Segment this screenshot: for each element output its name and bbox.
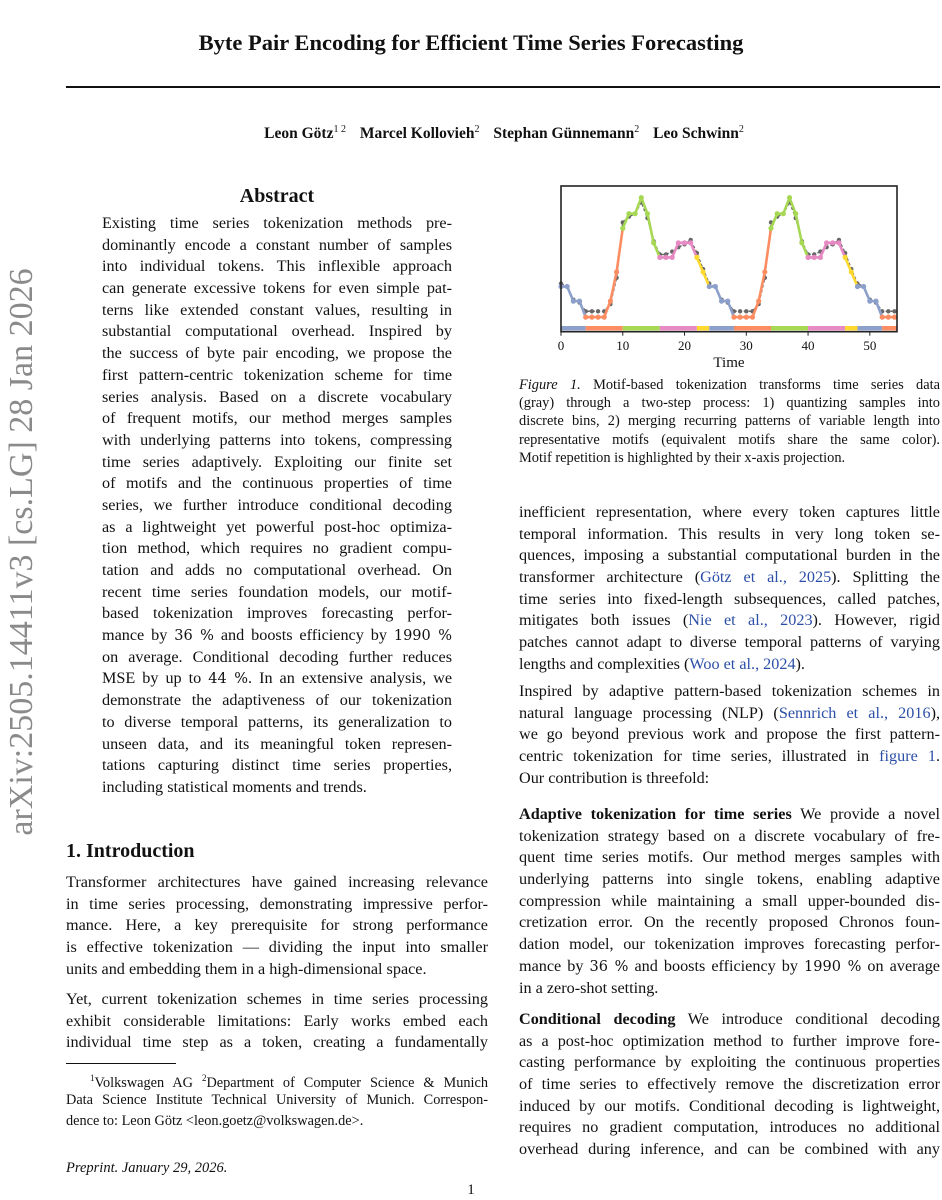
text-line	[66, 1111, 488, 1133]
motif-point	[756, 299, 761, 304]
text-line	[519, 1117, 940, 1139]
math-value: 1990 %	[804, 958, 862, 975]
title-rule	[66, 86, 940, 88]
citation-link[interactable]: Götz et al., 2025	[700, 568, 832, 587]
text-line	[519, 956, 940, 978]
x-tick-label: 10	[616, 338, 630, 353]
text-run: tations capturing distinct time series properties,	[102, 756, 452, 775]
text-run: overhead during inference, and can be combined with any	[519, 1140, 940, 1159]
citation-link[interactable]: Sennrich et al., 2016	[778, 703, 931, 722]
motif-point	[608, 299, 613, 304]
text-line	[66, 915, 488, 937]
motif-point	[639, 195, 644, 200]
run-in-heading: Adaptive tokenization for time series	[519, 805, 792, 823]
text-line	[102, 690, 452, 712]
author	[493, 125, 639, 142]
intro-paragraph-2	[66, 989, 488, 1054]
text-run: tokenization strategy based on a discrete vocabulary of fre-	[519, 826, 940, 845]
motif-point	[762, 269, 767, 274]
motif-projection-bar	[660, 326, 697, 331]
motif-point	[812, 255, 817, 260]
text-line	[102, 777, 452, 799]
text-line	[519, 1096, 940, 1118]
motif-point	[824, 240, 829, 245]
text-run: induced by our motifs. Conditional decoding is lightweight,	[519, 1096, 940, 1115]
motif-projection-bar	[561, 326, 586, 331]
text-run: dation model, our tokenization improves forecasting perfor-	[519, 935, 940, 954]
text-run: Motif-based tokenization transforms time series data	[580, 377, 940, 393]
text-line	[519, 524, 940, 546]
math-value: 36 %	[174, 628, 214, 645]
text-run: lengths and complexities (	[519, 654, 690, 673]
author	[360, 125, 480, 142]
text-line	[519, 610, 940, 632]
citation-link[interactable]: Woo et al., 2024	[689, 654, 796, 673]
motif-point	[731, 315, 736, 320]
text-line	[102, 668, 452, 690]
text-run: Transformer architectures have gained increasing relevance	[66, 873, 488, 891]
text-line	[66, 1032, 488, 1054]
author-list	[0, 124, 942, 143]
text-run: the success of byte pair encoding, we propose the	[102, 344, 452, 363]
motif-projection-bar	[857, 326, 882, 331]
paper-title: Byte Pair Encoding for Efficient Time Series Forecasting	[198, 30, 744, 55]
math-value: 44 %	[208, 671, 249, 688]
text-run: and boosts efficiency by	[213, 626, 394, 645]
text-line	[102, 235, 452, 257]
motif-point	[595, 315, 600, 320]
contribution-conditional-decoding	[519, 1009, 940, 1161]
motif-point	[645, 211, 650, 216]
motif-projection-bar	[882, 326, 897, 331]
text-line	[519, 724, 940, 746]
author-affiliation: 2	[474, 124, 480, 135]
motif-point	[880, 315, 885, 320]
text-run: quences, imposing a substantial computational burden in the	[519, 546, 940, 565]
motif-point	[707, 284, 712, 289]
motif-point	[886, 315, 891, 320]
text-run: time series into fixed-length subsequences, called patches,	[519, 589, 940, 608]
text-run: we go beyond previous work and propose the first pattern-	[519, 725, 940, 744]
text-line	[102, 473, 452, 495]
text-line	[519, 934, 940, 956]
text-line	[519, 826, 940, 848]
text-run: of frequent motifs, our method merges samples	[102, 409, 452, 428]
text-run: substantial computational overhead. Inspired by	[102, 322, 452, 341]
text-run: can generate excessive tokens for even simple pat-	[102, 279, 452, 298]
motif-projection-bar	[623, 326, 660, 331]
motif-point	[719, 299, 724, 304]
text-line	[66, 1068, 488, 1090]
text-line	[102, 213, 452, 235]
motif-point	[676, 240, 681, 245]
text-line	[102, 603, 452, 625]
motif-point	[565, 284, 570, 289]
intro-paragraph-4	[519, 681, 940, 789]
motif-point	[589, 315, 594, 320]
text-line	[102, 300, 452, 322]
text-line	[102, 387, 452, 409]
preprint-date: Preprint. January 29, 2026.	[66, 1160, 228, 1176]
text-line	[102, 495, 452, 517]
abstract-heading: Abstract	[239, 185, 315, 207]
text-line	[519, 545, 940, 567]
page-number: 1	[467, 1182, 475, 1198]
x-tick-label: 20	[678, 338, 692, 353]
text-line	[102, 712, 452, 734]
text-run: Our contribution is threefold:	[519, 768, 710, 787]
text-run: Data Science Institute Technical University of Munich. Correspon-	[66, 1091, 488, 1108]
author-name: Marcel Kollovieh	[359, 125, 475, 143]
motif-point	[799, 240, 804, 245]
text-line	[519, 746, 940, 768]
text-line	[102, 755, 452, 777]
text-line	[519, 632, 940, 654]
text-run: series, we further introduce conditional decoding	[102, 495, 452, 514]
text-run: unseen data, and its meaningful token represen-	[102, 734, 452, 753]
text-line	[102, 278, 452, 300]
text-run: individual time step as a token, creating a fundamentally	[66, 1033, 488, 1052]
text-run: Existing time series tokenization methods pre-	[102, 214, 452, 232]
contribution-adaptive-tokenization	[519, 804, 940, 999]
author-affiliation: 2	[634, 124, 640, 135]
text-run: centric tokenization for time series, illustrated in	[519, 747, 880, 766]
motif-point	[614, 269, 619, 274]
text-line	[102, 408, 452, 430]
motif-point	[633, 211, 638, 216]
motif-point	[867, 299, 872, 304]
section-heading-introduction: 1. Introduction	[66, 840, 195, 862]
text-run: mance by	[102, 626, 175, 645]
text-run: mitigates both issues (	[519, 611, 689, 630]
text-line	[102, 647, 452, 669]
motif-projection-bar	[808, 326, 845, 331]
text-run: series analysis. Based on a discrete vocabulary	[102, 387, 452, 406]
text-run: first pattern-centric tokenization scheme for time	[102, 365, 452, 384]
text-run: quent time series motifs. Our method merges samples with	[519, 848, 940, 867]
text-run: in a zero-shot setting.	[519, 978, 659, 997]
text-run: of time series to effectively remove the discretization error	[519, 1075, 940, 1094]
motif-line	[623, 198, 660, 258]
text-run: casting performance by exploiting the continuous properties	[519, 1053, 940, 1072]
text-line	[102, 538, 452, 560]
text-line	[519, 869, 940, 891]
motif-point	[843, 255, 848, 260]
text-line	[66, 989, 488, 1011]
motif-point	[768, 226, 773, 231]
text-line	[519, 412, 940, 430]
text-run: compression while maintaining a small upper-bounded dis-	[519, 891, 940, 910]
author-name: Stephan Günnemann	[493, 125, 635, 143]
text-run: .	[935, 747, 940, 766]
motif-point	[793, 211, 798, 216]
abstract-text	[102, 213, 452, 799]
text-run: underlying patterns into single tokens, enabling adaptive	[519, 870, 940, 889]
text-run: ). Splitting the	[831, 568, 940, 587]
motif-point	[583, 315, 588, 320]
motif-point	[861, 284, 866, 289]
motif-point	[713, 284, 718, 289]
motif-point	[620, 226, 625, 231]
text-line	[102, 430, 452, 452]
motif-point	[787, 195, 792, 200]
text-line	[66, 937, 488, 959]
motif-projection-bar	[771, 326, 808, 331]
text-line	[102, 582, 452, 604]
motif-point	[626, 211, 631, 216]
x-tick-label: 0	[557, 338, 565, 353]
text-line	[519, 567, 940, 589]
text-run: transformer architecture (	[519, 568, 701, 587]
text-run: discrete bins, 2) merging recurring patterns of variable length into	[519, 413, 940, 430]
text-line	[102, 560, 452, 582]
text-run: requires no gradient computation, introduces no additional	[519, 1118, 940, 1137]
motif-point	[805, 255, 810, 260]
text-line	[66, 872, 488, 894]
text-run: temporal information. This results in very long token se-	[519, 524, 940, 543]
motif-point	[725, 299, 730, 304]
text-run: ).	[795, 654, 805, 673]
text-run: Volkswagen AG	[94, 1074, 202, 1090]
motif-projection-bar	[697, 326, 709, 331]
raw-series-point	[886, 309, 890, 313]
text-run: on average	[861, 956, 940, 975]
text-line	[519, 681, 940, 703]
motif-point	[830, 240, 835, 245]
motif-point	[855, 284, 860, 289]
text-line	[519, 654, 940, 676]
text-line	[519, 978, 940, 1000]
motif-point	[849, 269, 854, 274]
motif-point	[688, 240, 693, 245]
raw-series-point	[744, 309, 748, 313]
raw-series-point	[596, 309, 600, 313]
author-name: Leon Götz	[264, 125, 334, 143]
text-run: We provide a novel	[791, 805, 940, 823]
text-line	[519, 376, 940, 394]
text-run: dence to: Leon Götz <leon.goetz@volkswagen.de>.	[66, 1113, 364, 1129]
text-run: with underlying patterns into tokens, compressing	[102, 430, 452, 449]
x-tick-label: 40	[801, 338, 815, 353]
motif-point	[700, 269, 705, 274]
intro-paragraph-1	[66, 872, 488, 980]
text-run: as a lightweight yet powerful post-hoc optimiza-	[102, 517, 452, 536]
text-run: into individual tokens. This inflexible approach	[102, 257, 452, 276]
text-run: MSE by up to	[102, 669, 209, 688]
motif-line	[771, 198, 808, 258]
text-line	[102, 625, 452, 647]
math-value: 36 %	[589, 958, 629, 975]
text-line	[519, 589, 940, 611]
x-tick-label: 50	[863, 338, 877, 353]
author-affiliation: 1 2	[333, 124, 346, 135]
superscript: 2	[201, 1073, 207, 1083]
author-name: Leo Schwinn	[653, 125, 739, 143]
text-run: terns like extended constant values, resulting in	[102, 300, 452, 319]
motif-point	[836, 240, 841, 245]
motif-point	[694, 255, 699, 260]
text-line	[519, 1139, 940, 1161]
motif-point	[670, 255, 675, 260]
text-line	[519, 1031, 940, 1053]
motif-projection-bar	[845, 326, 857, 331]
raw-series-point	[590, 309, 594, 313]
math-value: 1990 %	[393, 628, 452, 645]
text-run: patches cannot adapt to diverse temporal patterns of varying	[519, 633, 940, 652]
raw-series-point	[892, 309, 896, 313]
text-run: cretization error. On the recently proposed Chronos foun-	[519, 913, 940, 932]
citation-link[interactable]: figure 1	[879, 747, 936, 766]
motif-point	[781, 211, 786, 216]
motif-point	[602, 315, 607, 320]
text-line	[519, 891, 940, 913]
text-line	[102, 321, 452, 343]
text-run: on average. Conditional decoding further reduces	[102, 647, 452, 666]
author	[653, 125, 744, 142]
text-line	[102, 452, 452, 474]
text-run: of motifs and the continuous properties of time	[102, 474, 452, 493]
text-line	[102, 517, 452, 539]
motif-point	[657, 255, 662, 260]
text-run: recent time series foundation models, our motif-	[102, 582, 452, 601]
motif-point	[651, 240, 656, 245]
text-run: We introduce conditional decoding	[675, 1010, 940, 1028]
superscript: 1	[90, 1073, 95, 1083]
text-run: is effective tokenization — dividing the input into smaller	[66, 938, 488, 957]
text-run: Department of Computer Science & Munich	[206, 1074, 488, 1090]
motif-point	[738, 315, 743, 320]
motif-point	[750, 315, 755, 320]
motif-point	[663, 255, 668, 260]
text-line	[519, 768, 940, 790]
text-line	[519, 394, 940, 412]
text-run: natural language processing (NLP) (	[519, 703, 779, 722]
author-affiliation: 2	[738, 124, 744, 135]
text-run: ),	[930, 703, 940, 722]
text-run: in time series processing, demonstrating impressive perfor-	[66, 894, 488, 913]
text-run: Motif repetition is highlighted by their x-axis projection.	[519, 449, 846, 466]
text-line	[519, 449, 940, 467]
text-line	[66, 894, 488, 916]
text-run: dominantly encode a constant number of samples	[102, 235, 452, 254]
text-line	[519, 703, 940, 725]
figure-1-chart	[555, 180, 915, 375]
text-run: based tokenization improves forecasting perfor-	[102, 604, 452, 623]
text-run: tation and adds no computational overhead. On	[102, 561, 452, 579]
motif-projection-bar	[734, 326, 771, 331]
raw-series-point	[738, 309, 742, 313]
text-run: Inspired by adaptive pattern-based tokenization schemes in	[519, 682, 940, 700]
text-run: time series adaptively. Exploiting our finite set	[102, 452, 452, 471]
text-run: units and embedding them in a high-dimensional space.	[66, 959, 427, 978]
figure-label: Figure 1.	[519, 377, 581, 393]
text-run: (gray) through a two-step process: 1) quantizing samples into	[519, 395, 940, 412]
motif-point	[775, 211, 780, 216]
text-run: and boosts efficiency by	[628, 956, 805, 975]
motif-point	[577, 299, 582, 304]
motif-point	[873, 299, 878, 304]
text-run: including statistical moments and trends.	[102, 777, 367, 796]
text-line	[66, 1090, 488, 1112]
text-run: to diverse temporal patterns, its generalization to	[102, 712, 452, 731]
intro-paragraph-3	[519, 502, 940, 676]
text-run: ). However, rigid	[812, 611, 940, 630]
arxiv-identifier-stamp: arXiv:2505.14411v3 [cs.LG] 28 Jan 2026	[3, 268, 40, 836]
text-run: . In an extensive analysis, we	[248, 669, 452, 688]
text-line	[102, 343, 452, 365]
motif-point	[682, 240, 687, 245]
footnote-rule	[66, 1063, 176, 1064]
footnote	[66, 1068, 488, 1133]
text-run: representative motifs (equivalent motifs share the same color).	[519, 431, 940, 448]
text-run: Yet, current tokenization schemes in time series processing	[66, 990, 488, 1008]
text-line	[66, 959, 488, 981]
text-run: as a post-hoc optimization method to further improve fore-	[519, 1031, 940, 1050]
motif-projection-bar	[586, 326, 623, 331]
text-run: exhibit considerable limitations: Early works embed each	[66, 1011, 488, 1030]
text-line	[519, 1052, 940, 1074]
text-run: mance. Here, a key prerequisite for strong performance	[66, 916, 488, 935]
text-run: inefficient representation, where every token captures little	[519, 503, 940, 521]
x-tick-label: 30	[739, 338, 753, 353]
motif-point	[744, 315, 749, 320]
motif-point	[818, 255, 823, 260]
text-line	[519, 502, 940, 524]
motif-projection-bar	[709, 326, 734, 331]
text-line	[519, 1074, 940, 1096]
text-line	[519, 431, 940, 449]
text-run: tion method, which requires no gradient compu-	[102, 539, 452, 558]
text-line	[102, 365, 452, 387]
figure-1-caption	[519, 376, 940, 467]
text-line	[519, 1009, 940, 1031]
text-run: mance by	[519, 956, 590, 975]
text-line	[102, 734, 452, 756]
text-line	[66, 1011, 488, 1033]
text-run: demonstrate the adaptiveness of our tokenization	[102, 691, 452, 710]
text-line	[102, 256, 452, 278]
run-in-heading: Conditional decoding	[519, 1010, 676, 1028]
x-axis-label: Time	[713, 355, 745, 371]
text-line	[519, 847, 940, 869]
citation-link[interactable]: Nie et al., 2023	[688, 611, 813, 630]
text-line	[519, 912, 940, 934]
text-line	[519, 804, 940, 826]
motif-point	[571, 299, 576, 304]
author	[264, 125, 346, 142]
